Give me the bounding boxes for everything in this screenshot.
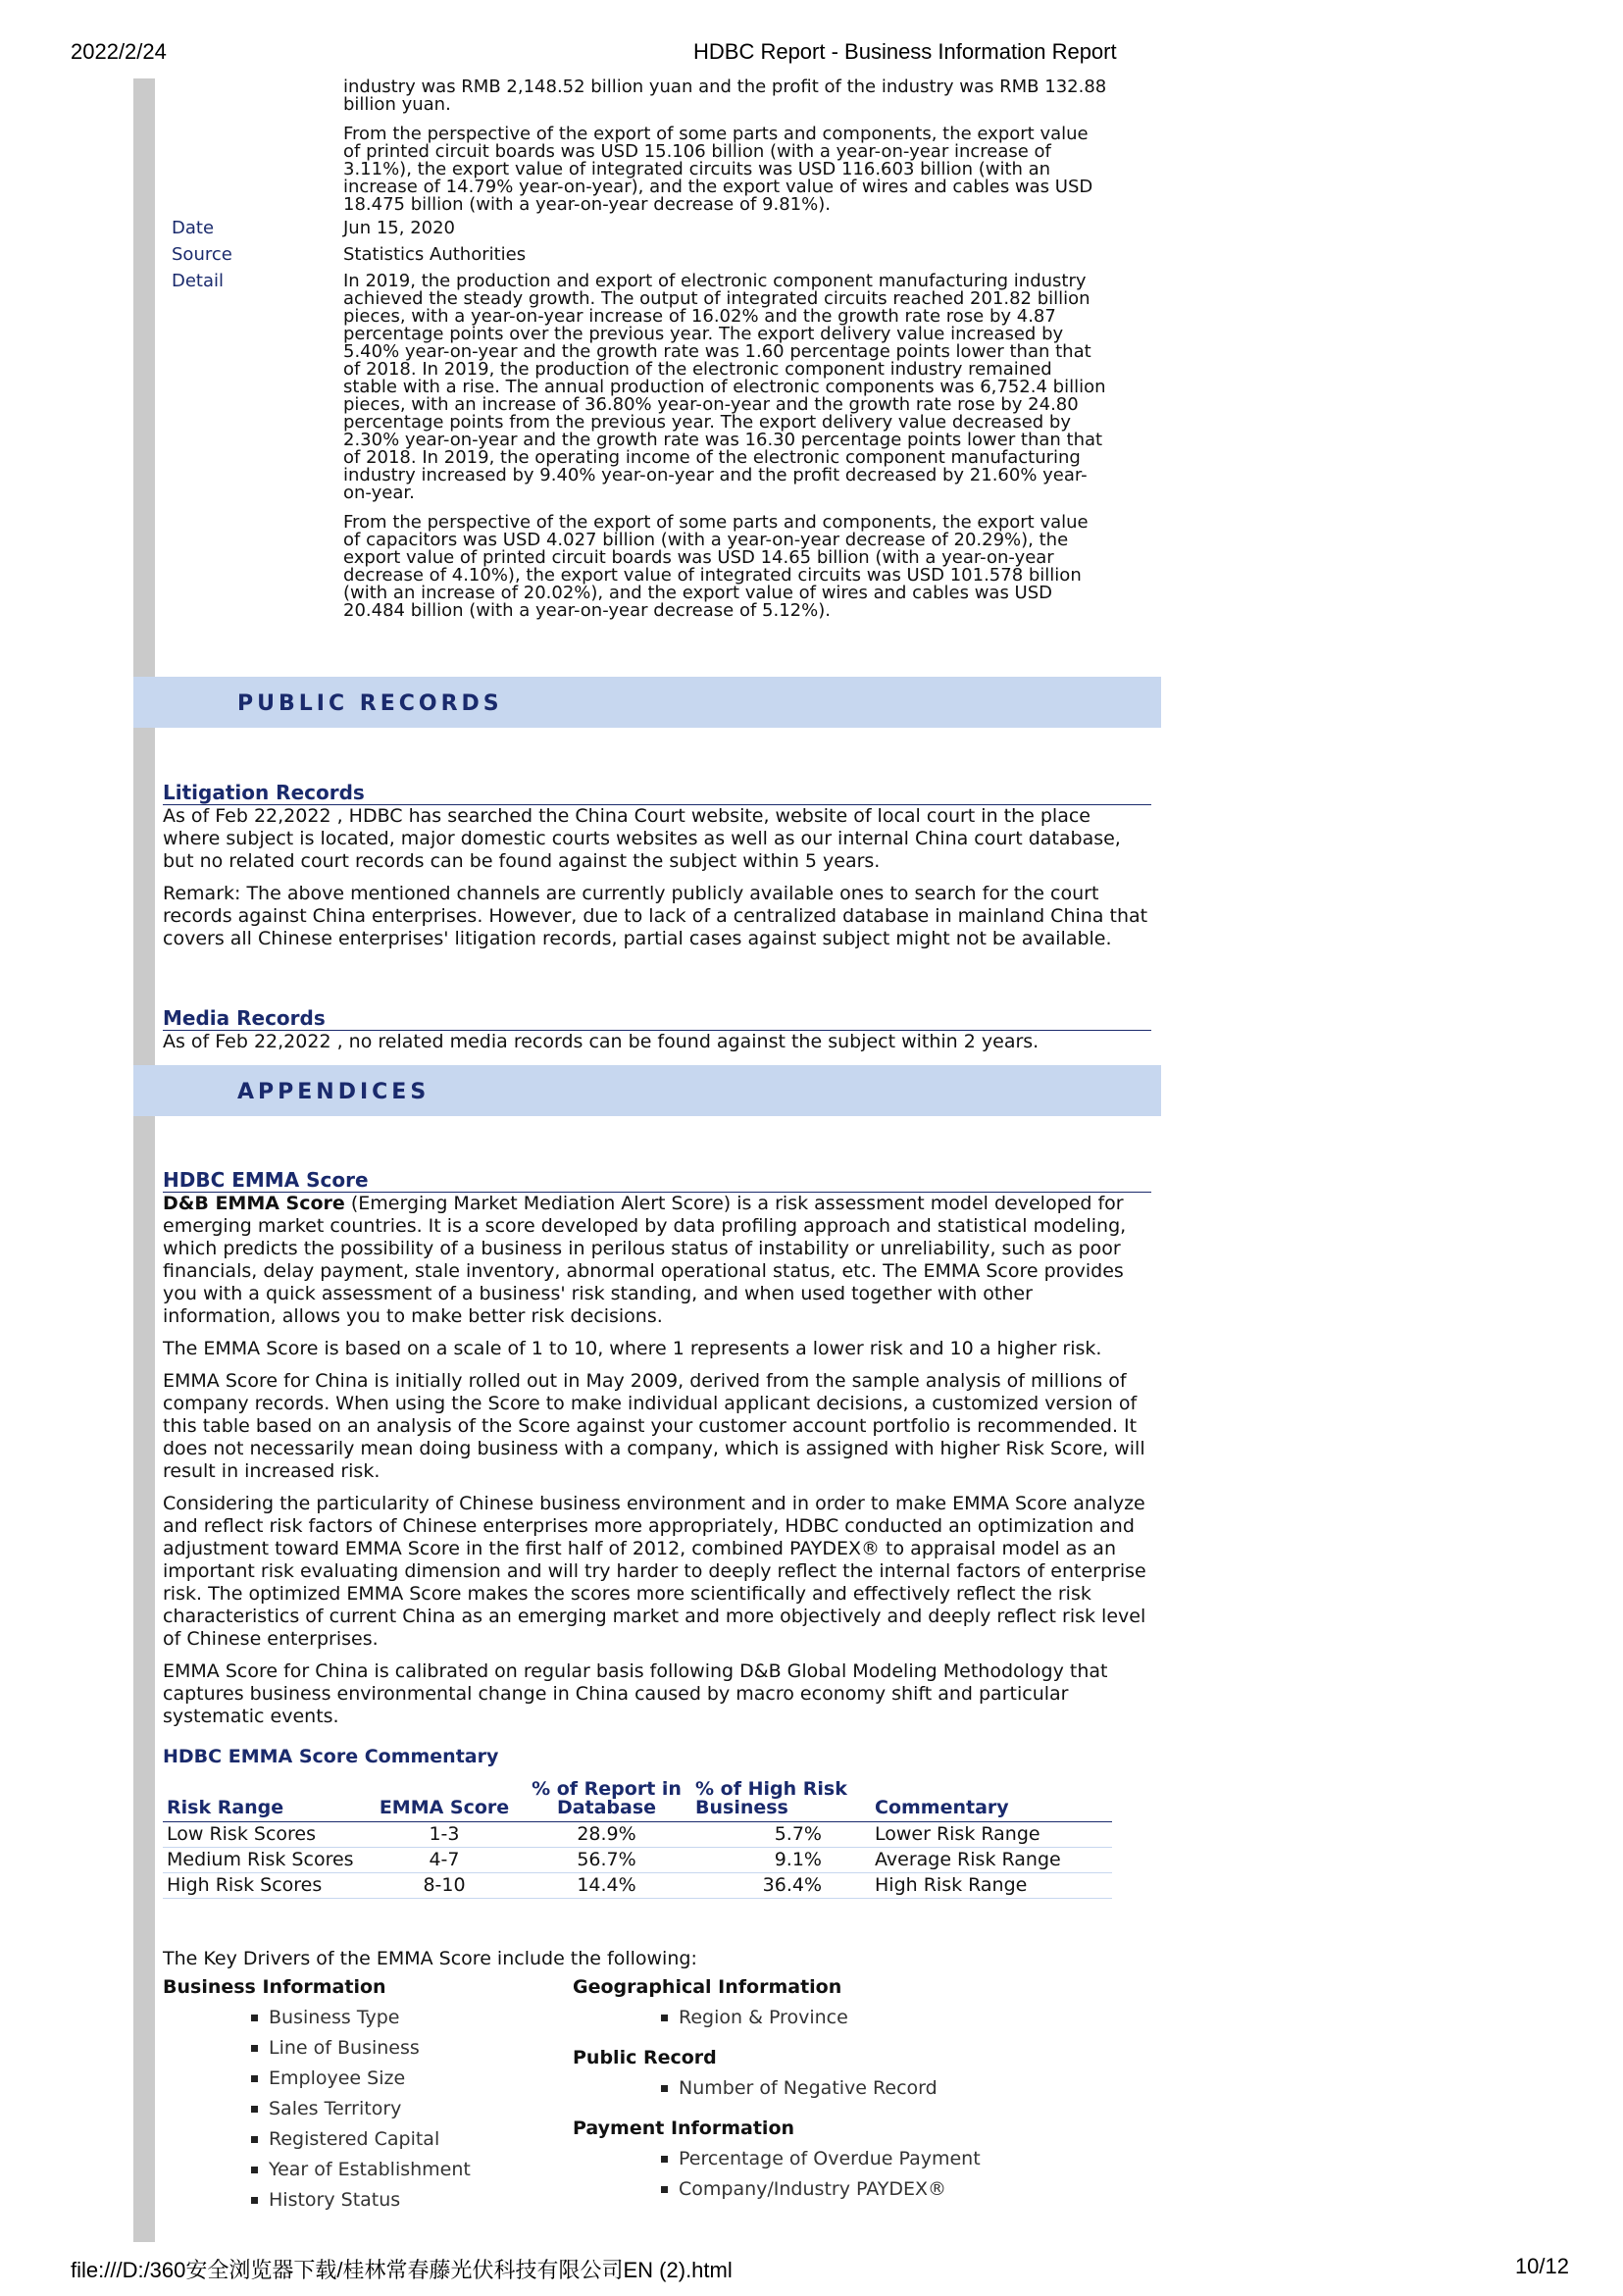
emma-intro-text: (Emerging Market Mediation Alert Score) is a risk assessment model developed for emerging market countries. It is a score developed by data profiling approach and statistical modeling, which predicts the possibility of a business in perilous status of instability or unreliability, such as poor financials, delay payment, stale inventory, abnormal operational status, etc. The EMMA Score provides you with a quick assessment of a business' risk standing, and when used together with other information, allows you to make better risk decisions. xyxy=(163,1193,1127,1327)
pct-report-cell: 28.9% xyxy=(522,1822,691,1848)
public-records-title: PUBLIC RECORDS xyxy=(237,691,503,716)
print-page-number: 10/12 xyxy=(1514,2254,1569,2278)
list-item: Registered Capital xyxy=(163,2124,471,2155)
table-row xyxy=(163,1822,1112,1848)
col-commentary: Commentary xyxy=(871,1780,1112,1822)
risk-range-cell: Medium Risk Scores xyxy=(163,1848,367,1873)
drivers-business xyxy=(163,1976,471,2223)
news-section xyxy=(172,78,1113,632)
emma-commentary-title: HDBC EMMA Score Commentary xyxy=(163,1746,499,1767)
news-source-value: Statistics Authorities xyxy=(343,244,527,265)
emma-score-cell: 8-10 xyxy=(367,1873,522,1899)
emma-risk-table xyxy=(163,1780,1112,1899)
public-records-band xyxy=(133,677,1161,728)
media-heading: Media Records xyxy=(163,1007,1151,1031)
table-row xyxy=(163,1873,1112,1899)
list-item: Company/Industry PAYDEX® xyxy=(573,2174,981,2205)
print-file-path: file:///D:/360安全浏览器下载/桂林常春藤光伏科技有限公司EN (2).html xyxy=(71,2258,733,2282)
col-risk-range: Risk Range xyxy=(163,1780,367,1822)
list-item: Year of Establishment xyxy=(163,2155,471,2185)
print-header xyxy=(71,39,1552,69)
news-date-value: Jun 15, 2020 xyxy=(343,218,456,238)
emma-intro xyxy=(163,1193,1151,1328)
table-header-row xyxy=(163,1780,1112,1822)
col-emma-score: EMMA Score xyxy=(367,1780,522,1822)
news-continued xyxy=(172,78,1113,220)
drivers-geo-heading: Geographical Information xyxy=(573,1976,842,1998)
news-date-row xyxy=(172,220,1113,237)
news-continued-paragraph: industry was RMB 2,148.52 billion yuan and the profit of the industry was RMB 132.88 billion yuan. xyxy=(343,77,1107,115)
left-gray-bar xyxy=(133,78,155,2242)
emma-score-cell: 1-3 xyxy=(367,1822,522,1848)
news-date-label: Date xyxy=(172,218,215,238)
commentary-cell: High Risk Range xyxy=(871,1873,1112,1899)
drivers-payment-heading: Payment Information xyxy=(573,2117,795,2139)
pct-report-cell: 56.7% xyxy=(522,1848,691,1873)
list-item: Employee Size xyxy=(163,2064,471,2094)
drivers-public-heading: Public Record xyxy=(573,2047,717,2068)
emma-paragraph: EMMA Score for China is calibrated on regular basis following D&B Global Modeling Methodology that captures business environmental change in China caused by macro economy shift and particular systematic events. xyxy=(163,1660,1108,1727)
litigation-heading: Litigation Records xyxy=(163,782,1151,805)
news-continued-paragraph: From the perspective of the export of some parts and components, the export value of printed circuit boards was USD 15.106 billion (with a year-on-year increase of 3.11%), the export value of integrated circuits was USD 116.603 billion (with an increase of 14.79% year-on-year), and the export value of wires and cables was USD 18.475 billion (with a year-on-year decrease of 9.81%). xyxy=(343,124,1093,215)
emma-paragraph: Considering the particularity of Chinese business environment and in order to make EMMA Score analyze and reflect risk factors of Chinese enterprises more appropriately, HDBC conducted an optimization and adjustment toward EMMA Score in the first half of 2012, combined PAYDEX® to appraisal model as an important risk evaluating dimension and will try harder to deeply reflect the internal factors of enterprise risk. The optimized EMMA Score makes the scores more scientifically and effectively reflect the risk characteristics of current China as an emerging market and more objectively and deeply reflect risk level of Chinese enterprises. xyxy=(163,1493,1146,1650)
pct-high-risk-cell: 5.7% xyxy=(691,1822,871,1848)
list-item: Business Type xyxy=(163,2003,471,2033)
drivers-business-heading: Business Information xyxy=(163,1976,386,1998)
list-item: Number of Negative Record xyxy=(573,2073,981,2104)
drivers-payment-list xyxy=(573,2144,981,2205)
drivers-intro: The Key Drivers of the EMMA Score include the following: xyxy=(163,1948,697,1969)
pct-report-cell: 14.4% xyxy=(522,1873,691,1899)
list-item: Line of Business xyxy=(163,2033,471,2064)
risk-range-cell: Low Risk Scores xyxy=(163,1822,367,1848)
print-date: 2022/2/24 xyxy=(71,39,167,64)
pct-high-risk-cell: 9.1% xyxy=(691,1848,871,1873)
news-detail-paragraph: From the perspective of the export of some parts and components, the export value of capacitors was USD 4.027 billion (with a year-on-year decrease of 20.29%), the export value of printed circuit boards was USD 14.65 billion (with a year-on-year decrease of 4.10%), the export value of integrated circuits was USD 101.578 billion (with an increase of 20.02%), and the export value of wires and cables was USD 20.484 billion (with a year-on-year decrease of 5.12%). xyxy=(343,512,1089,621)
col-pct-high-risk: % of High Risk Business xyxy=(691,1780,871,1822)
drivers-geo-list xyxy=(573,2003,981,2033)
media-section xyxy=(163,1007,1151,1063)
news-detail-row xyxy=(172,273,1113,632)
drivers-public-list xyxy=(573,2073,981,2104)
col-pct-report: % of Report in Database xyxy=(522,1780,691,1822)
pct-high-risk-cell: 36.4% xyxy=(691,1873,871,1899)
commentary-cell: Lower Risk Range xyxy=(871,1822,1112,1848)
litigation-remark: Remark: The above mentioned channels are currently publicly available ones to search for the court records against China enterprises. However, due to lack of a centralized database in mainland China that covers all Chinese enterprises' litigation records, partial cases against subject might not be available. xyxy=(163,883,1148,949)
news-detail-paragraph: In 2019, the production and export of electronic component manufacturing industry achieved the steady growth. The output of integrated circuits reached 201.82 billion pieces, with a year-on-year increase of 16.02% and the growth rate rose by 4.87 percentage points over the previous year. The export delivery value increased by 5.40% year-on-year and the growth rate was 1.60 percentage points lower than that of 2018. In 2019, the production of the electronic component industry remained stable with a rise. The annual production of electronic components was 6,752.4 billion pieces, with an increase of 36.80% year-on-year and the growth rate rose by 24.80 percentage points from the previous year. The export delivery value decreased by 2.30% year-on-year and the growth rate was 16.30 percentage points lower than that of 2018. In 2019, the operating income of the electronic component manufacturing industry increased by 9.40% year-on-year and the profit decreased by 21.60% year-on-year. xyxy=(343,271,1106,503)
print-footer xyxy=(71,2254,1569,2283)
news-source-row xyxy=(172,246,1113,264)
drivers-right-column xyxy=(573,1976,981,2213)
emma-score-cell: 4-7 xyxy=(367,1848,522,1873)
emma-paragraph: The EMMA Score is based on a scale of 1 to 10, where 1 represents a lower risk and 10 a higher risk. xyxy=(163,1338,1102,1359)
drivers-business-list xyxy=(163,2003,471,2216)
list-item: Percentage of Overdue Payment xyxy=(573,2144,981,2174)
emma-intro-bold: D&B EMMA Score xyxy=(163,1193,345,1214)
emma-paragraph: EMMA Score for China is initially rolled out in May 2009, derived from the sample analysis of millions of company records. When using the Score to make individual applicant decisions, a customized version of this table based on an analysis of the Score against your customer account portfolio is recommended. It does not necessarily mean doing business with a company, which is assigned with higher Risk Score, will result in increased risk. xyxy=(163,1370,1145,1482)
litigation-paragraph: As of Feb 22,2022 , HDBC has searched the China Court website, website of local court in the place where subject is located, major domestic courts websites as well as our internal China court database, but no related court records can be found against the subject within 5 years. xyxy=(163,805,1121,872)
commentary-cell: Average Risk Range xyxy=(871,1848,1112,1873)
media-paragraph: As of Feb 22,2022 , no related media records can be found against the subject within 2 years. xyxy=(163,1031,1040,1052)
risk-range-cell: High Risk Scores xyxy=(163,1873,367,1899)
table-row xyxy=(163,1848,1112,1873)
appendices-title: APPENDICES xyxy=(237,1080,431,1104)
litigation-section xyxy=(163,782,1151,960)
emma-heading: HDBC EMMA Score xyxy=(163,1169,1151,1193)
list-item: History Status xyxy=(163,2185,471,2216)
print-title: HDBC Report - Business Information Report xyxy=(693,39,1117,64)
news-detail-label: Detail xyxy=(172,271,225,291)
emma-section xyxy=(163,1168,1151,2211)
list-item: Region & Province xyxy=(573,2003,981,2033)
news-source-label: Source xyxy=(172,244,232,265)
list-item: Sales Territory xyxy=(163,2094,471,2124)
appendices-band xyxy=(133,1065,1161,1116)
